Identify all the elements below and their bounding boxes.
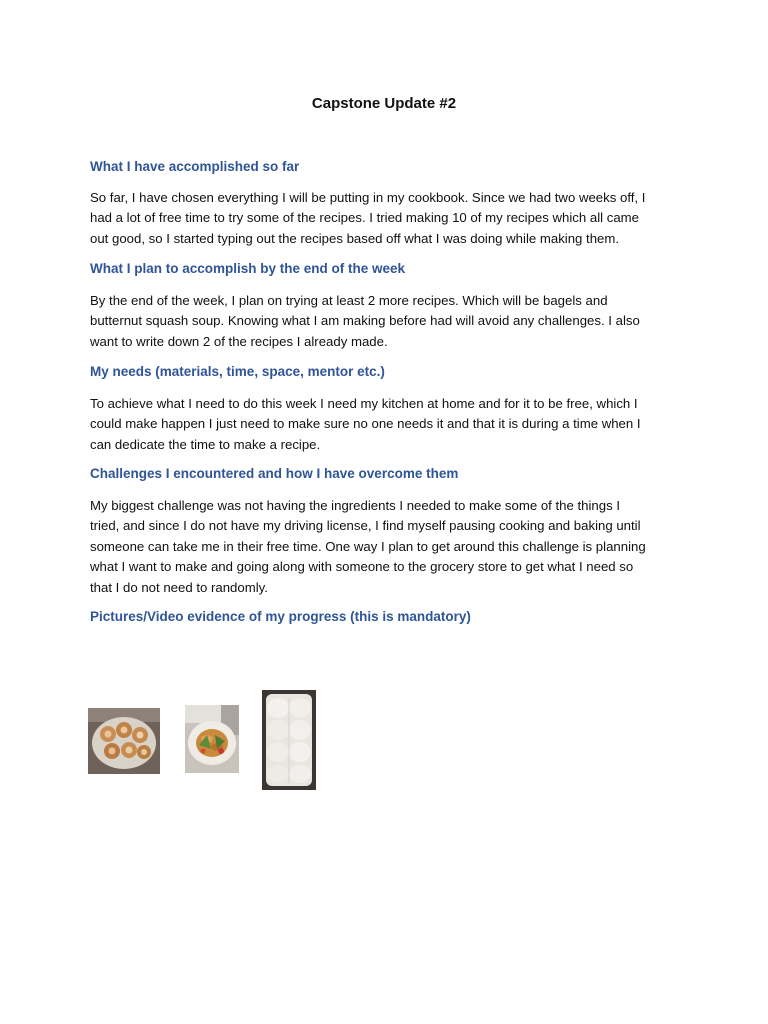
- paragraph-line: that I do not need to randomly.: [90, 579, 268, 595]
- section-paragraph-needs: [90, 394, 678, 455]
- document-title: Capstone Update #2: [311, 95, 457, 112]
- paragraph-line: By the end of the week, I plan on trying at least 2 more recipes. Which will be bagels and: [90, 293, 608, 308]
- paragraph-line: out good, so I started typing out the recipes based off what I was doing while making them.: [90, 230, 620, 246]
- section-heading-pictures: Pictures/Video evidence of my progress (this is mandatory): [90, 609, 471, 624]
- paragraph-line: To achieve what I need to do this week I need my kitchen at home and for it to be free, which I: [90, 396, 638, 411]
- noodle-plate-photo: [185, 705, 239, 773]
- paragraph-line: had a lot of free time to try some of the recipes. I tried making 10 of my recipes which all came: [90, 210, 639, 226]
- section-paragraph-challenges: [90, 496, 678, 598]
- paragraph-line: My biggest challenge was not having the ingredients I needed to make some of the things I: [90, 498, 621, 513]
- paragraph-line: could make happen I just need to make sure no one needs it and that it is during a time when I: [90, 416, 641, 432]
- paragraph-line: So far, I have chosen everything I will be putting in my cookbook. Since we had two weeks off, I: [90, 190, 646, 205]
- paragraph-line: butternut squash soup. Knowing what I am making before had will avoid any challenges. I also: [90, 313, 640, 329]
- dough-balls-photo: [262, 690, 316, 790]
- paragraph-line: can dedicate the time to make a recipe.: [90, 436, 321, 452]
- section-paragraph-accomplished: [90, 188, 678, 249]
- paragraph-line: someone can take me in their free time. One way I plan to get around this challenge is planning: [90, 538, 646, 554]
- section-heading-needs: My needs (materials, time, space, mentor etc.): [90, 364, 385, 379]
- section-heading-plan: What I plan to accomplish by the end of the week: [90, 261, 406, 276]
- section-heading-challenges: Challenges I encountered and how I have overcome them: [90, 466, 459, 481]
- paragraph-line: want to write down 2 of the recipes I already made.: [90, 333, 388, 349]
- section-paragraph-plan: [90, 291, 678, 352]
- paragraph-line: tried, and since I do not have my driving license, I find myself pausing cooking and baking until: [90, 518, 641, 534]
- paragraph-line: what I want to make and going along with someone to the grocery store to get what I need so: [90, 559, 634, 575]
- cinnamon-rolls-photo: [88, 708, 160, 774]
- section-heading-accomplished: What I have accomplished so far: [90, 159, 300, 174]
